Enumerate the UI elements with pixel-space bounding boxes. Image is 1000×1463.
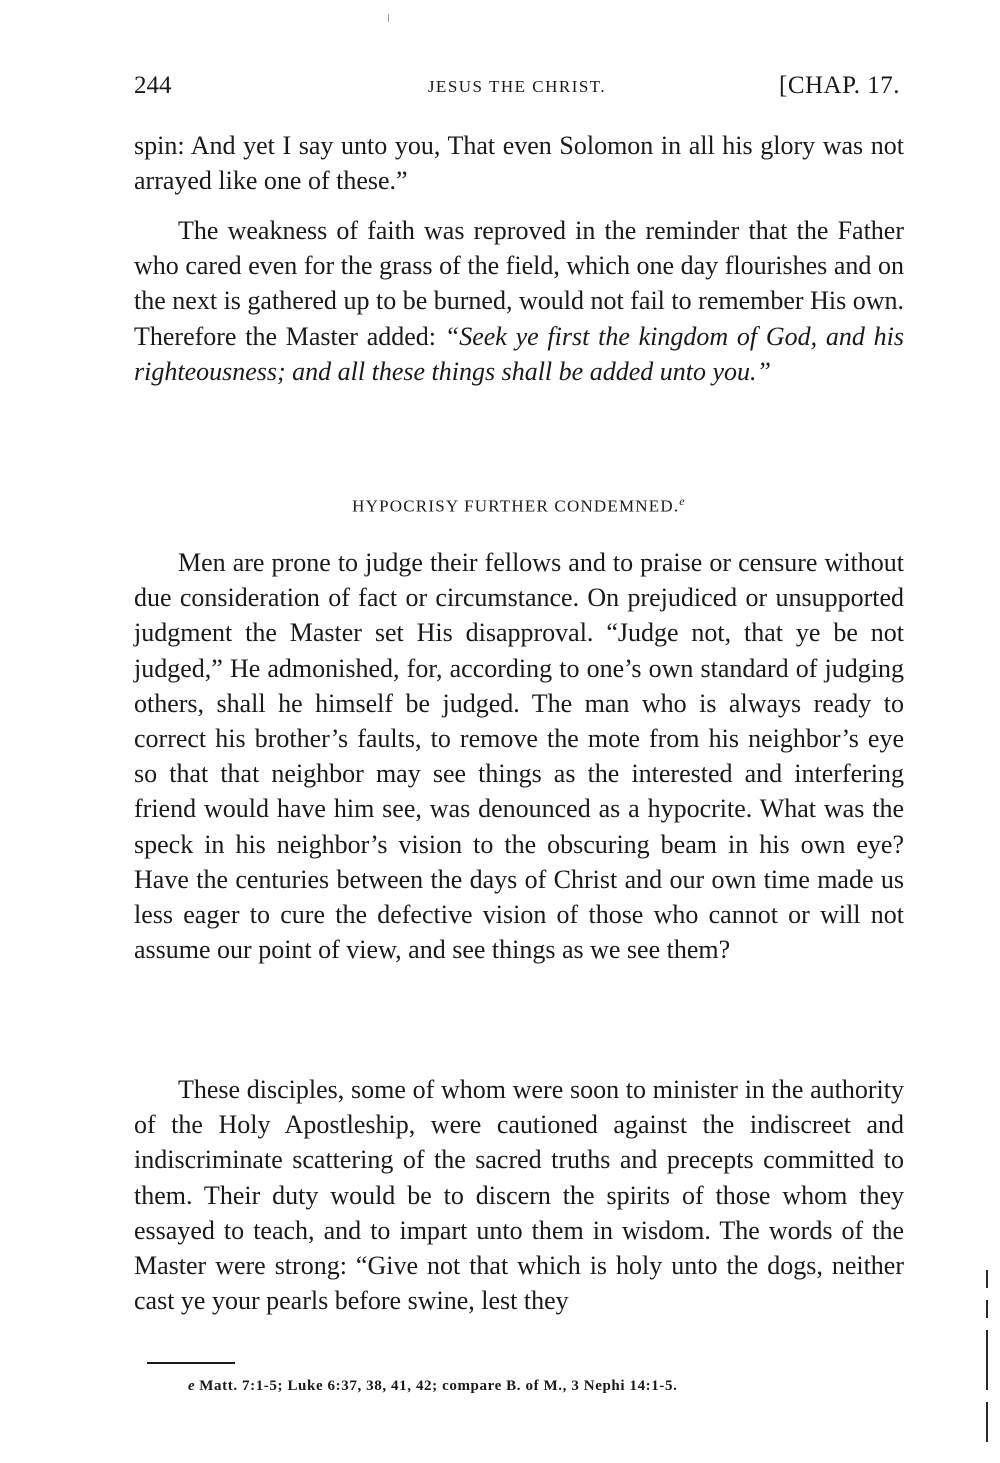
paragraph-disciples <box>134 1072 904 1318</box>
footnote-reference: e <box>679 494 686 508</box>
scan-speck <box>388 14 389 22</box>
paragraph-plain-text: The weakness of faith was reproved in the reminder that the Father who cared even for the grass of the field, which one day flourishes and on the next is gathered up to be burned, would not fail to remember His own. Therefore the Master added: <box>134 216 904 351</box>
running-title: JESUS THE CHRIST. <box>427 77 607 96</box>
margin-mark <box>986 1270 988 1288</box>
paragraph-hypocrisy <box>134 545 904 967</box>
paragraph-text: These disciples, some of whom were soon to minister in the authority of the Holy Apostleship, were cautioned against the indiscreet and indiscriminate scattering of the sacred truths and precepts committed to them. Their duty would be to discern the spirits of those whom they essayed to teach, and to impart unto them in wisdom. The words of the Master were strong: “Give not that which is holy unto the dogs, neither cast ye your pearls before swine, lest they <box>134 1075 904 1316</box>
margin-mark <box>986 1402 988 1442</box>
paragraph-continuation <box>134 128 904 198</box>
paragraph-faith <box>134 213 904 389</box>
footnote <box>188 1378 908 1395</box>
paragraph-text: spin: And yet I say unto you, That even Solomon in all his glory was not arrayed like one of these.” <box>134 131 904 196</box>
section-heading <box>134 494 904 517</box>
page-header <box>134 72 900 106</box>
margin-mark <box>986 1300 988 1318</box>
page-number: 244 <box>134 72 172 99</box>
footnote-divider <box>147 1362 235 1364</box>
paragraph-text: Men are prone to judge their fellows and to praise or censure without due consideration of fact or circumstance. On prejudiced or unsupported judgment the Master set His disapproval. “Judge not, that ye be not judged,” He admonished, for, according to one’s own standard of judging others, shall he himself be judged. The man who is always ready to correct his brother’s faults, to remove the mote from his neighbor’s eye so that that neighbor may see things as the interested and interfering friend would have him see, was denounced as a hypocrite. What was the speck in his neighbor’s vision to the obscuring beam in his own eye? Have the centuries between the days of Christ and our own time made us less eager to cure the defective vision of those who cannot or will not assume our point of view, and see things as we see them? <box>134 548 904 965</box>
chapter-reference: [CHAP. 17. <box>779 72 900 99</box>
scripture-quote: “Seek ye first the kingdom of God, and his righteousness; and all these things shall be added unto you.” <box>134 321 904 386</box>
paragraph-text <box>134 213 904 389</box>
footnote-text: Matt. 7:1-5; Luke 6:37, 38, 41, 42; compare B. of M., 3 Nephi 14:1-5. <box>199 1378 678 1394</box>
footnote-mark: e <box>188 1378 196 1394</box>
section-heading-text: HYPOCRISY FURTHER CONDEMNED. <box>352 496 680 516</box>
margin-mark <box>986 1330 988 1390</box>
